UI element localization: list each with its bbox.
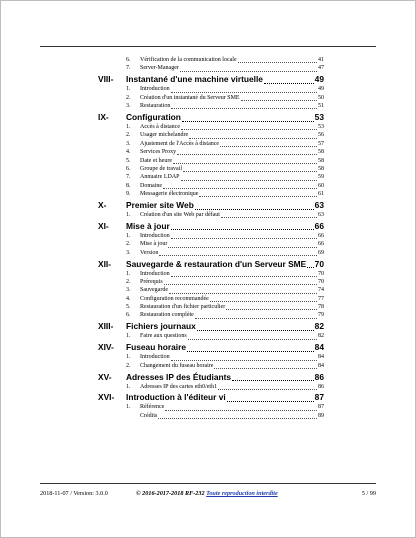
- toc-subentry[interactable]: [98, 85, 324, 93]
- toc-section-numeral: XII-: [98, 258, 112, 269]
- toc-section-title: Instantané d'une machine virtuelle: [126, 74, 263, 85]
- toc-subentry[interactable]: [98, 311, 324, 319]
- toc-subentry-text: Faire aux questions: [140, 333, 187, 340]
- toc-subentry-number: 8.: [126, 182, 131, 189]
- toc-section-title: Premier site Web: [126, 199, 194, 210]
- toc-section-label: [126, 112, 324, 123]
- toc-subentry-number: 3.: [126, 103, 131, 110]
- toc-section-label: [126, 342, 324, 353]
- toc-subentry-text: Introduction: [140, 270, 170, 277]
- toc-subentry-text: Usager michelandre: [140, 132, 189, 139]
- toc-subentry[interactable]: [98, 270, 324, 278]
- toc-section-numeral: XI-: [98, 220, 109, 231]
- toc-subentry-page: 89: [318, 412, 324, 419]
- toc-subentry[interactable]: [98, 148, 324, 156]
- toc-subentry-page: 82: [318, 333, 324, 340]
- toc-subentry-label: [140, 165, 324, 173]
- toc-dot-leader: [241, 94, 317, 101]
- toc-subentry-number: 2.: [126, 278, 131, 285]
- toc-subentry-page: 74: [318, 287, 324, 294]
- toc-subentry[interactable]: [98, 232, 324, 240]
- toc-subentry-label: [140, 353, 324, 361]
- toc-subentry-label: [140, 94, 324, 102]
- toc-subentry[interactable]: [98, 211, 324, 219]
- toc-section-numeral: XIII-: [98, 321, 114, 332]
- toc-subentry-number: 7.: [126, 65, 131, 72]
- toc-subentry[interactable]: [98, 412, 324, 420]
- toc-subentry-label: [140, 85, 324, 93]
- toc-subentry-text: Restauration d'un fichier particulier: [140, 304, 226, 311]
- toc-section-heading[interactable]: [98, 112, 324, 123]
- toc-subentry-number: 2.: [126, 241, 131, 248]
- toc-dot-leader: [199, 190, 317, 197]
- toc-subentry-number: 6.: [126, 312, 131, 319]
- toc-subentry[interactable]: [98, 403, 324, 411]
- toc-section-numeral: XIV-: [98, 342, 114, 353]
- toc-subentry[interactable]: [98, 94, 324, 102]
- toc-subentry-label: [140, 102, 324, 110]
- toc-section-title: Sauvegarde & restauration d'un Serveur SME: [126, 258, 307, 269]
- page-footer: [40, 489, 376, 498]
- toc-subentry-page: 51: [318, 103, 324, 110]
- toc-dot-leader: [221, 211, 317, 218]
- toc-subentry-label: [140, 240, 324, 248]
- toc-subentry[interactable]: [98, 353, 324, 361]
- toc-section-page: 82: [314, 321, 324, 332]
- toc-subentry-number: 6.: [126, 57, 131, 63]
- toc-subentry-page: 84: [318, 362, 324, 369]
- toc-dot-leader: [180, 64, 317, 71]
- toc-subentry-number: 4.: [126, 149, 131, 156]
- toc-dot-leader: [210, 295, 317, 302]
- toc-subentry-page: 58: [318, 165, 324, 172]
- toc-subentry-page: 84: [318, 354, 324, 361]
- toc-section-heading[interactable]: [98, 372, 324, 383]
- toc-dot-leader: [183, 165, 317, 172]
- toc-subentry-page: 66: [318, 232, 324, 239]
- toc-subentry-label: [140, 140, 324, 148]
- toc-subentry[interactable]: [98, 278, 324, 286]
- toc-dot-leader: [195, 200, 314, 210]
- toc-subentry-text: Introduction: [140, 232, 170, 239]
- toc-section-page: 53: [314, 111, 324, 122]
- toc-section-numeral: VIII-: [98, 74, 114, 85]
- toc-section-label: [126, 321, 324, 332]
- toc-subentry-text: Restauration complète: [140, 312, 194, 319]
- toc-subentry-label: [140, 278, 324, 286]
- toc-subentry-number: 1.: [126, 404, 131, 411]
- toc-section-heading[interactable]: [98, 74, 324, 85]
- toc-subentry-text: Services Proxy: [140, 149, 177, 156]
- toc-subentry[interactable]: [98, 182, 324, 190]
- toc-section-label: [126, 392, 324, 403]
- toc-subentry-page: 69: [318, 249, 324, 256]
- toc-section-title: Fichiers journaux: [126, 321, 196, 332]
- toc-dot-leader: [168, 240, 317, 247]
- toc-subentry-label: [140, 173, 324, 181]
- toc-subentry-label: [140, 270, 324, 278]
- toc-subentry-page: 49: [318, 86, 324, 93]
- toc-section-heading[interactable]: [98, 259, 324, 270]
- toc-subentry-label: [140, 332, 324, 340]
- toc-subentry[interactable]: [98, 190, 324, 198]
- toc-section-page: 86: [314, 371, 324, 382]
- toc-section-numeral: IX-: [98, 111, 109, 122]
- toc-subentry-number: 2.: [126, 94, 131, 101]
- toc-section-heading[interactable]: [98, 342, 324, 353]
- toc-subentry-text: Mise à jour: [140, 241, 168, 248]
- toc-subentry-text: Date et heure: [140, 157, 172, 164]
- toc-subentry-page: 47: [318, 65, 324, 72]
- toc-subentry-label: [140, 64, 324, 72]
- toc-dot-leader: [163, 182, 317, 189]
- toc-subentry-number: 5.: [126, 304, 131, 311]
- toc-subentry-text: Création d'un instantané du Serveur SME: [140, 94, 240, 101]
- toc-subentry[interactable]: [98, 173, 324, 181]
- toc-subentry[interactable]: [98, 303, 324, 311]
- toc-subentry-number: 1.: [126, 211, 131, 218]
- toc-dot-leader: [171, 270, 317, 277]
- toc-dot-leader: [181, 173, 318, 180]
- toc-subentry[interactable]: [98, 165, 324, 173]
- toc-subentry-number: 7.: [126, 174, 131, 181]
- footer-copyright-text: © 2016-2017-2018 RF-232: [136, 490, 205, 497]
- toc-section-page: 66: [314, 220, 324, 231]
- toc-section-title: Adresses IP des Étudiants: [126, 371, 232, 382]
- toc-subentry-label: [140, 131, 324, 139]
- toc-subentry-page: 59: [318, 174, 324, 181]
- toc-subentry-label: [140, 362, 324, 370]
- toc-section-page: 63: [314, 199, 324, 210]
- toc-dot-leader: [187, 342, 314, 352]
- toc-dot-leader: [171, 102, 317, 109]
- toc-dot-leader: [171, 85, 317, 92]
- toc-subentry[interactable]: [98, 123, 324, 131]
- toc-subentry-page: 61: [318, 191, 324, 198]
- toc-subentry-text: Restauration: [140, 103, 171, 110]
- toc-subentry-number: 2.: [126, 132, 131, 139]
- toc-subentry-page: 78: [318, 304, 324, 311]
- toc-subentry[interactable]: [98, 240, 324, 248]
- toc-section-label: [126, 74, 324, 85]
- toc-subentry[interactable]: [98, 64, 324, 72]
- toc-subentry-label: [140, 56, 324, 64]
- toc-section-page: 84: [314, 342, 324, 353]
- toc-dot-leader: [214, 362, 317, 369]
- toc-subentry-text: Vérification de la communication locale: [140, 57, 237, 63]
- toc-dot-leader: [189, 131, 317, 138]
- toc-section-page: 70: [314, 258, 324, 269]
- toc-subentry-text: Groupe de travail: [140, 165, 182, 172]
- toc-subentry-text: Référence: [140, 404, 165, 411]
- toc-subentry[interactable]: [98, 286, 324, 294]
- toc-dot-leader: [165, 403, 317, 410]
- toc-subentry-number: 1.: [126, 333, 131, 340]
- toc-dot-leader: [264, 74, 314, 84]
- toc-subentry-number: 4.: [126, 295, 131, 302]
- toc-subentry-number: 3.: [126, 140, 131, 147]
- footer-reproduction-link[interactable]: Toute reproduction interdite: [206, 490, 278, 497]
- toc-subentry-label: [140, 383, 324, 391]
- toc-section-numeral: XV-: [98, 371, 112, 382]
- toc-dot-leader: [220, 140, 317, 147]
- toc-section-heading[interactable]: [98, 321, 324, 332]
- toc-subentry-label: [140, 303, 324, 311]
- toc-subentry[interactable]: [98, 102, 324, 110]
- footer-rule: [40, 483, 376, 484]
- toc-dot-leader: [169, 286, 317, 293]
- toc-subentry-text: Server-Manager: [140, 65, 179, 72]
- toc-dot-leader: [171, 232, 317, 239]
- toc-section-page: 87: [314, 392, 324, 403]
- toc-subentry-page: 70: [318, 270, 324, 277]
- toc-subentry-text: Version: [140, 249, 159, 256]
- toc-section-heading[interactable]: [98, 200, 324, 211]
- toc-subentry-page: 58: [318, 157, 324, 164]
- toc-subentry-page: 66: [318, 241, 324, 248]
- toc-subentry-number: 6.: [126, 165, 131, 172]
- toc-dot-leader: [226, 303, 317, 310]
- toc-subentry-text: Introduction: [140, 354, 170, 361]
- toc-section-label: [126, 200, 324, 211]
- toc-subentry-page: 57: [318, 140, 324, 147]
- toc-subentry-page: 79: [318, 312, 324, 319]
- toc-dot-leader: [232, 372, 314, 382]
- toc-subentry[interactable]: [98, 56, 324, 64]
- toc-subentry-label: [140, 190, 324, 198]
- footer-date-version: 2018-11-07 / Version: 3.0.0: [40, 490, 108, 497]
- toc-section-title: Mise à jour: [126, 220, 170, 231]
- toc-section-heading[interactable]: [98, 221, 324, 232]
- toc-subentry-page: 60: [318, 182, 324, 189]
- toc-section-title: Fuseau horaire: [126, 342, 187, 353]
- toc-subentry-label: [140, 412, 324, 420]
- toc-section-title: Introduction à l'éditeur vi: [126, 392, 226, 403]
- toc-dot-leader: [182, 112, 314, 122]
- toc-dot-leader: [181, 123, 317, 130]
- toc-dot-leader: [307, 259, 313, 269]
- toc-subentry-number: 3.: [126, 249, 131, 256]
- toc-subentry[interactable]: [98, 157, 324, 165]
- table-of-contents: [98, 56, 324, 420]
- toc-subentry-number: 2.: [126, 362, 131, 369]
- toc-dot-leader: [173, 157, 317, 164]
- toc-section-numeral: X-: [98, 199, 107, 210]
- footer-copyright: [136, 489, 278, 498]
- toc-dot-leader: [164, 278, 317, 285]
- toc-subentry-label: [140, 232, 324, 240]
- toc-subentry[interactable]: [98, 295, 324, 303]
- toc-dot-leader: [195, 311, 317, 318]
- toc-subentry-label: [140, 182, 324, 190]
- toc-subentry-number: 1.: [126, 232, 131, 239]
- toc-dot-leader: [177, 148, 317, 155]
- toc-subentry-label: [140, 123, 324, 131]
- toc-section-label: [126, 221, 324, 232]
- toc-subentry-page: 86: [318, 383, 324, 390]
- toc-dot-leader: [218, 383, 317, 390]
- toc-subentry-label: [140, 311, 324, 319]
- toc-subentry-number: 1.: [126, 354, 131, 361]
- toc-subentry-text: Introduction: [140, 86, 170, 93]
- toc-subentry-text: Adresses IP des cartes eth0/eth1: [140, 383, 218, 390]
- toc-subentry-number: 1.: [126, 86, 131, 93]
- toc-dot-leader: [188, 332, 317, 339]
- toc-subentry-page: 87: [318, 404, 324, 411]
- toc-dot-leader: [171, 353, 317, 360]
- toc-subentry-text: Crédits: [140, 412, 158, 419]
- toc-subentry-page: 77: [318, 295, 324, 302]
- toc-subentry-page: 58: [318, 149, 324, 156]
- toc-section-title: Configuration: [126, 111, 181, 122]
- toc-subentry-label: [140, 211, 324, 219]
- toc-subentry-label: [140, 249, 324, 257]
- toc-subentry-number: 1.: [126, 383, 131, 390]
- toc-subentry[interactable]: [98, 131, 324, 139]
- toc-dot-leader: [159, 249, 317, 256]
- toc-subentry-text: Domaine: [140, 182, 162, 189]
- toc-subentry-label: [140, 148, 324, 156]
- toc-subentry[interactable]: [98, 362, 324, 370]
- toc-subentry[interactable]: [98, 383, 324, 391]
- toc-subentry[interactable]: [98, 249, 324, 257]
- toc-subentry-text: Ajustement de l'Accès à distance: [140, 140, 220, 147]
- toc-subentry[interactable]: [98, 332, 324, 340]
- toc-dot-leader: [227, 392, 314, 402]
- toc-dot-leader: [197, 321, 314, 331]
- header-rule: [40, 46, 376, 47]
- toc-subentry-number: 3.: [126, 287, 131, 294]
- toc-section-heading[interactable]: [98, 392, 324, 403]
- toc-subentry-text: Annuaire LDAP: [140, 174, 180, 181]
- toc-subentry-text: Accès à distance: [140, 123, 180, 130]
- toc-subentry-page: 56: [318, 132, 324, 139]
- toc-subentry-page: 53: [318, 123, 324, 130]
- toc-subentry-text: Messagerie électronique: [140, 191, 199, 198]
- toc-section-label: [126, 372, 324, 383]
- footer-page-number: 5 / 99: [361, 490, 376, 497]
- toc-subentry-label: [140, 157, 324, 165]
- toc-subentry-label: [140, 295, 324, 303]
- toc-subentry-number: 1.: [126, 270, 131, 277]
- toc-subentry-page: 63: [318, 211, 324, 218]
- toc-section-numeral: XVI-: [98, 392, 115, 403]
- toc-subentry-text: Prérequis: [140, 278, 163, 285]
- toc-subentry-text: Configuration recommandée: [140, 295, 209, 302]
- toc-subentry-number: 1.: [126, 123, 131, 130]
- toc-section-label: [126, 259, 324, 270]
- toc-subentry-text: Changement du fuseau horaire: [140, 362, 214, 369]
- toc-dot-leader: [238, 56, 317, 63]
- toc-subentry-label: [140, 286, 324, 294]
- toc-dot-leader: [158, 412, 317, 419]
- toc-subentry-page: 70: [318, 278, 324, 285]
- toc-subentry[interactable]: [98, 140, 324, 148]
- toc-subentry-page: 50: [318, 94, 324, 101]
- toc-subentry-number: 9.: [126, 191, 131, 198]
- toc-subentry-page: 41: [318, 57, 324, 63]
- toc-subentry-text: Création d'un site Web par défaut: [140, 211, 220, 218]
- toc-subentry-label: [140, 403, 324, 411]
- toc-subentry-number: 5.: [126, 157, 131, 164]
- toc-dot-leader: [171, 221, 314, 231]
- toc-subentry-text: Sauvegarde: [140, 287, 168, 294]
- toc-section-page: 49: [314, 74, 324, 85]
